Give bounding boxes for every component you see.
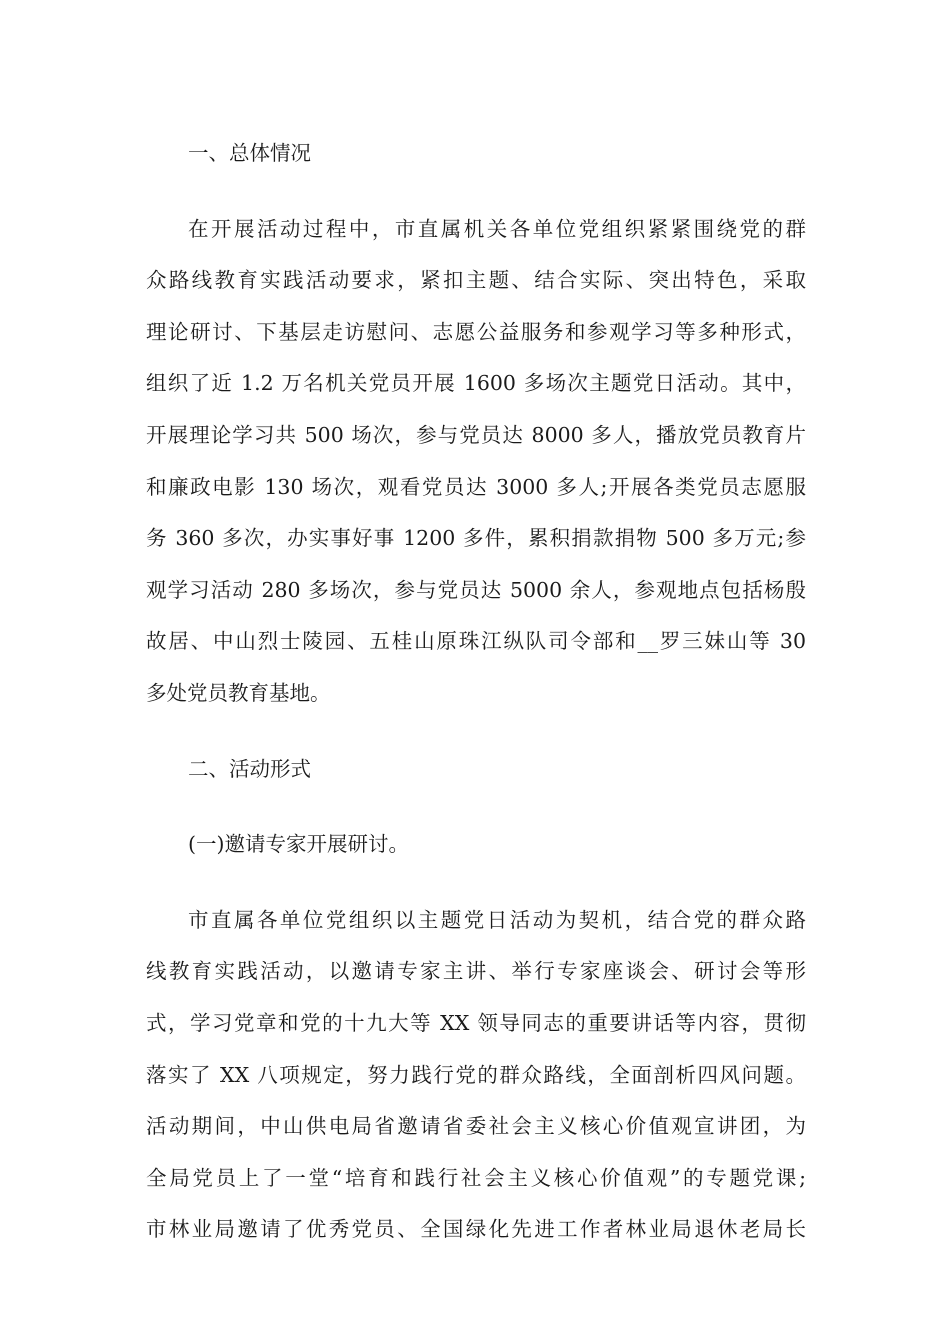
paragraph-line: 理论研讨、下基层走访慰问、志愿公益服务和参观学习等多种形式， [146, 319, 806, 344]
paragraph-gap [146, 795, 806, 819]
paragraph-line: 线教育实践活动，以邀请专家主讲、举行专家座谈会、研讨会等形 [146, 959, 806, 984]
paragraph-line: 务 360 多次，办实事好事 1200 多件，累积捐款捐物 500 多万元;参 [146, 526, 806, 551]
paragraph-gap [146, 871, 806, 895]
document-body [146, 128, 806, 1256]
paragraph-line: 开展理论学习共 500 场次，参与党员达 8000 多人，播放党员教育片 [146, 422, 806, 447]
paragraph-line: 组织了近 1.2 万名机关党员开展 1600 多场次主题党日活动。其中， [146, 371, 806, 396]
paragraph-line: 多处党员教育基地。 [146, 680, 331, 705]
paragraph-line: 故居、中山烈士陵园、五桂山原珠江纵队司令部和__罗三妹山等 30 [146, 629, 806, 654]
paragraph-line: 市林业局邀请了优秀党员、全国绿化先进工作者林业局退休老局长 [146, 1217, 806, 1242]
section-heading-activity-forms: 二、活动形式 [188, 756, 311, 781]
paragraph-line: 落实了 XX 八项规定，努力践行党的群众路线，全面剖析四风问题。 [146, 1062, 806, 1087]
paragraph-gap [146, 180, 806, 204]
paragraph-line: 观学习活动 280 多场次，参与党员达 5000 余人，参观地点包括杨殷 [146, 577, 806, 602]
paragraph-line: 全局党员上了一堂“培育和践行社会主义核心价值观”的专题党课; [146, 1165, 806, 1190]
paragraph-line: 众路线教育实践活动要求，紧扣主题、结合实际、突出特色，采取 [146, 268, 806, 293]
paragraph-expert-seminar [146, 895, 806, 1256]
subsection-heading-expert-seminar: (一)邀请专家开展研讨。 [188, 832, 409, 857]
paragraph-line: 在开展活动过程中，市直属机关各单位党组织紧紧围绕党的群 [188, 216, 806, 241]
paragraph-line: 和廉政电影 130 场次，观看党员达 3000 多人;开展各类党员志愿服 [146, 474, 806, 499]
paragraph-line: 市直属各单位党组织以主题党日活动为契机，结合党的群众路 [188, 907, 806, 932]
paragraph-line: 活动期间，中山供电局省邀请省委社会主义核心价值观宣讲团，为 [146, 1114, 806, 1139]
paragraph-overview [146, 204, 806, 720]
section-heading-overview: 一、总体情况 [188, 141, 311, 165]
paragraph-gap [146, 720, 806, 744]
paragraph-line: 式，学习党章和党的十九大等 XX 领导同志的重要讲话等内容，贯彻 [146, 1010, 806, 1035]
